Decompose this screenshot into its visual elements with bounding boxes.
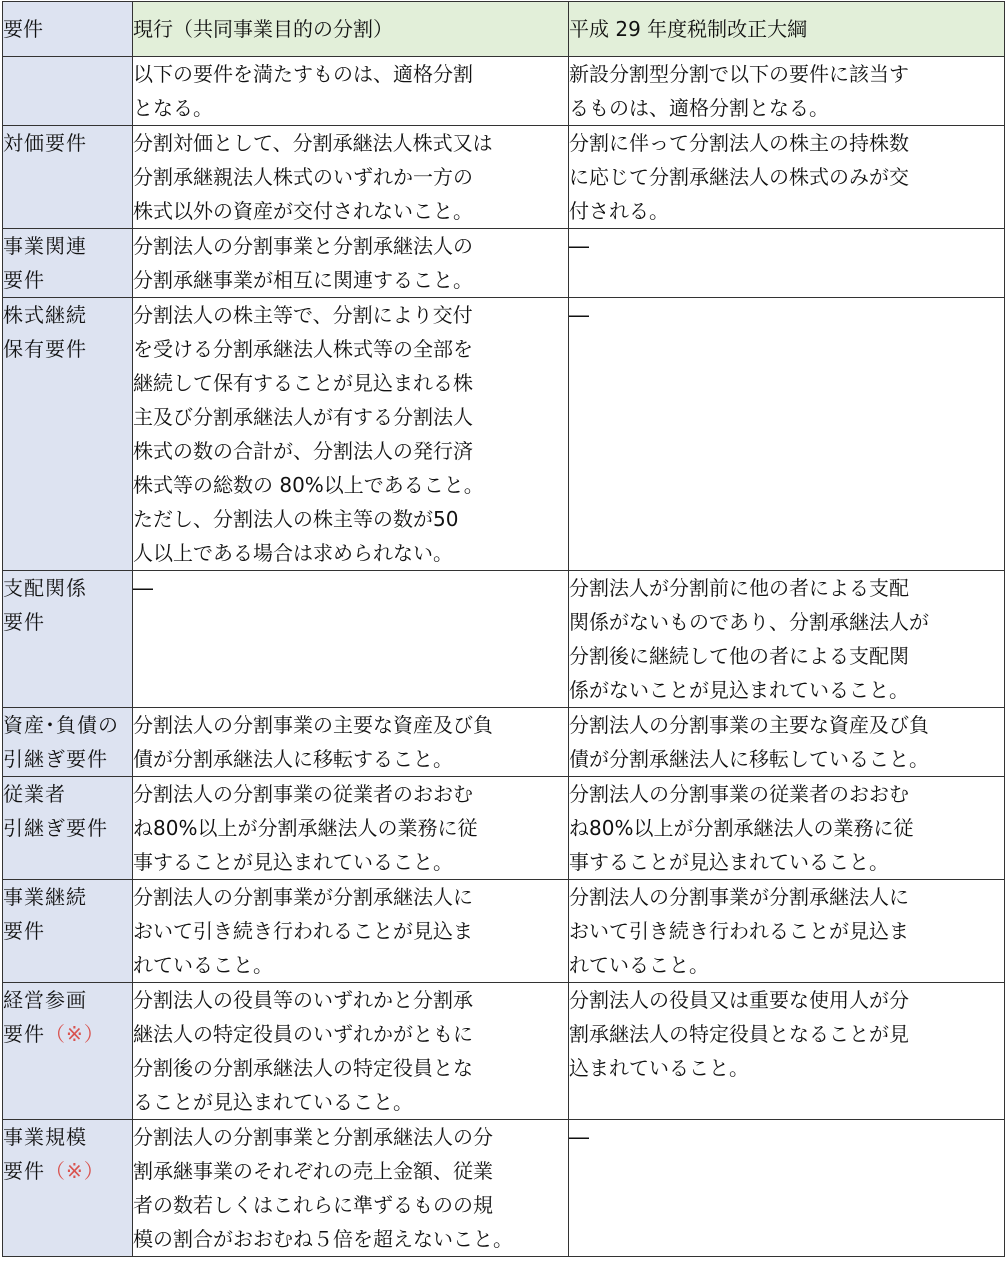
requirement-label-line <box>3 708 132 742</box>
requirement-label-line <box>3 229 132 263</box>
intro-label <box>3 57 133 126</box>
current-line: ね80%以上が分割承継法人の業務に従 <box>133 816 478 840</box>
current-line: 分割法人の分割事業が分割承継法人に <box>133 885 473 909</box>
intro-reform-line: 新設分割型分割で以下の要件に該当す <box>569 62 909 86</box>
requirement-label-line <box>3 914 132 948</box>
requirement-label <box>3 571 133 708</box>
requirement-label-text: 従業者 <box>3 782 66 806</box>
current-line: 分割法人の分割事業と分割承継法人の <box>133 234 473 258</box>
reform-line: 係がないことが見込まれていること。 <box>569 678 909 702</box>
current-line: 分割法人の株主等で、分割により交付 <box>133 303 473 327</box>
reform-line: 債が分割承継法人に移転していること。 <box>569 747 929 771</box>
requirement-row <box>3 298 1005 571</box>
current-line: 株式の数の合計が、分割法人の発行済 <box>133 439 473 463</box>
requirement-label-line <box>3 777 132 811</box>
header-requirement: 要件 <box>3 2 133 57</box>
current-cell <box>133 298 569 571</box>
current-dash: ― <box>133 571 569 708</box>
reform-line: 割承継法人の特定役員となることが見 <box>569 1022 909 1046</box>
intro-reform-line: るものは、適格分割となる。 <box>569 96 829 120</box>
requirement-label-text: 要件 <box>3 1159 45 1183</box>
current-line: 継続して保有することが見込まれる株 <box>133 371 473 395</box>
reform-cell <box>569 777 1005 880</box>
requirement-label-line <box>3 742 132 776</box>
current-line: 事することが見込まれていること。 <box>133 850 453 874</box>
requirement-label-text: 事業規模 <box>3 1125 87 1149</box>
reform-dash: ― <box>569 1120 1005 1257</box>
intro-row <box>3 57 1005 126</box>
current-line: れていること。 <box>133 953 273 977</box>
reform-dash: ― <box>569 229 1005 298</box>
reform-line: おいて引き続き行われることが見込ま <box>569 919 909 943</box>
intro-current-line: となる。 <box>133 96 213 120</box>
requirement-label-line <box>3 332 132 366</box>
current-line: 模の割合がおおむね５倍を超えないこと。 <box>133 1227 513 1251</box>
requirement-label-text: 経営参画 <box>3 988 87 1012</box>
intro-reform <box>569 57 1005 126</box>
current-line: 分割法人の役員等のいずれかと分割承 <box>133 988 473 1012</box>
requirement-row <box>3 983 1005 1120</box>
reform-line: 分割後に継続して他の者による支配関 <box>569 644 909 668</box>
requirement-label-text: 要件 <box>3 1022 45 1046</box>
requirement-label-line <box>3 1120 132 1154</box>
reform-line: 込まれていること。 <box>569 1056 749 1080</box>
current-cell <box>133 880 569 983</box>
requirement-label-line <box>3 1017 132 1051</box>
requirements-table <box>2 1 1005 1257</box>
requirement-label-line <box>3 263 132 297</box>
current-cell <box>133 708 569 777</box>
requirement-label <box>3 229 133 298</box>
reform-cell <box>569 983 1005 1120</box>
reform-line: 付される。 <box>569 199 669 223</box>
requirement-label-line <box>3 811 132 845</box>
reform-line: 分割に伴って分割法人の株主の持株数 <box>569 131 909 155</box>
requirement-label-text: 対価要件 <box>3 131 87 155</box>
requirement-label <box>3 777 133 880</box>
requirement-row <box>3 777 1005 880</box>
intro-current-line: 以下の要件を満たすものは、適格分割 <box>133 62 473 86</box>
reform-cell <box>569 880 1005 983</box>
note-mark: （※） <box>45 1159 105 1183</box>
requirement-label-text: 株式継続 <box>3 303 87 327</box>
reform-dash: ― <box>569 298 1005 571</box>
requirement-row <box>3 1120 1005 1257</box>
requirement-label <box>3 708 133 777</box>
requirement-row <box>3 126 1005 229</box>
current-line: 人以上である場合は求められない。 <box>133 541 453 565</box>
current-cell <box>133 777 569 880</box>
current-line: 者の数若しくはこれらに準ずるものの規 <box>133 1193 493 1217</box>
requirement-label-text: 保有要件 <box>3 337 87 361</box>
requirement-label-text: 要件 <box>3 268 45 292</box>
reform-line: れていること。 <box>569 953 709 977</box>
reform-line: 分割法人の役員又は重要な使用人が分 <box>569 988 909 1012</box>
current-line: 分割法人の分割事業の従業者のおおむ <box>133 782 473 806</box>
reform-line: 分割法人の分割事業が分割承継法人に <box>569 885 909 909</box>
reform-line: 事することが見込まれていること。 <box>569 850 889 874</box>
requirement-label-text: 支配関係 <box>3 576 87 600</box>
requirement-row <box>3 229 1005 298</box>
note-mark: （※） <box>45 1022 105 1046</box>
current-line: 継法人の特定役員のいずれかがともに <box>133 1022 473 1046</box>
requirement-label-line <box>3 298 132 332</box>
requirement-label-line <box>3 571 132 605</box>
current-line: 分割後の分割承継法人の特定役員とな <box>133 1056 473 1080</box>
current-line: 主及び分割承継法人が有する分割法人 <box>133 405 473 429</box>
requirement-row <box>3 708 1005 777</box>
current-line: 債が分割承継法人に移転すること。 <box>133 747 453 771</box>
requirement-label-text: 資産･負債の <box>3 713 119 737</box>
reform-line: 分割法人が分割前に他の者による支配 <box>569 576 909 600</box>
requirement-row <box>3 571 1005 708</box>
current-line: 分割法人の分割事業の主要な資産及び負 <box>133 713 493 737</box>
requirement-label-line <box>3 983 132 1017</box>
reform-cell <box>569 708 1005 777</box>
reform-line: 分割法人の分割事業の主要な資産及び負 <box>569 713 929 737</box>
current-line: を受ける分割承継法人株式等の全部を <box>133 337 473 361</box>
reform-line: 分割法人の分割事業の従業者のおおむ <box>569 782 909 806</box>
header-current: 現行（共同事業目的の分割） <box>133 2 569 57</box>
requirement-label-line <box>3 880 132 914</box>
current-line: おいて引き続き行われることが見込ま <box>133 919 473 943</box>
requirement-label <box>3 298 133 571</box>
requirement-label-text: 要件 <box>3 610 45 634</box>
current-cell <box>133 126 569 229</box>
reform-cell <box>569 571 1005 708</box>
current-line: ただし、分割法人の株主等の数が50 <box>133 507 459 531</box>
intro-current <box>133 57 569 126</box>
current-line: 分割対価として、分割承継法人株式又は <box>133 131 493 155</box>
requirement-label-line <box>3 126 132 160</box>
current-cell <box>133 1120 569 1257</box>
header-row <box>3 2 1005 57</box>
current-cell <box>133 229 569 298</box>
requirement-label <box>3 880 133 983</box>
requirement-label-text: 事業関連 <box>3 234 87 258</box>
requirement-label-text: 事業継続 <box>3 885 87 909</box>
requirement-label-text: 要件 <box>3 919 45 943</box>
current-line: 株式以外の資産が交付されないこと。 <box>133 199 473 223</box>
reform-line: ね80%以上が分割承継法人の業務に従 <box>569 816 914 840</box>
current-line: 分割承継親法人株式のいずれか一方の <box>133 165 473 189</box>
requirement-label-line <box>3 1154 132 1188</box>
requirement-label-text: 引継ぎ要件 <box>3 747 108 771</box>
reform-cell <box>569 126 1005 229</box>
requirement-label <box>3 1120 133 1257</box>
reform-line: 関係がないものであり、分割承継法人が <box>569 610 929 634</box>
header-reform: 平成 29 年度税制改正大綱 <box>569 2 1005 57</box>
current-cell <box>133 983 569 1120</box>
requirement-label <box>3 983 133 1120</box>
current-line: ることが見込まれていること。 <box>133 1090 413 1114</box>
current-line: 割承継事業のそれぞれの売上金額、従業 <box>133 1159 493 1183</box>
current-line: 分割法人の分割事業と分割承継法人の分 <box>133 1125 493 1149</box>
requirement-row <box>3 880 1005 983</box>
requirement-label-line <box>3 605 132 639</box>
current-line: 株式等の総数の 80%以上であること。 <box>133 473 484 497</box>
current-line: 分割承継事業が相互に関連すること。 <box>133 268 473 292</box>
requirement-label <box>3 126 133 229</box>
reform-line: に応じて分割承継法人の株式のみが交 <box>569 165 909 189</box>
requirement-label-text: 引継ぎ要件 <box>3 816 108 840</box>
